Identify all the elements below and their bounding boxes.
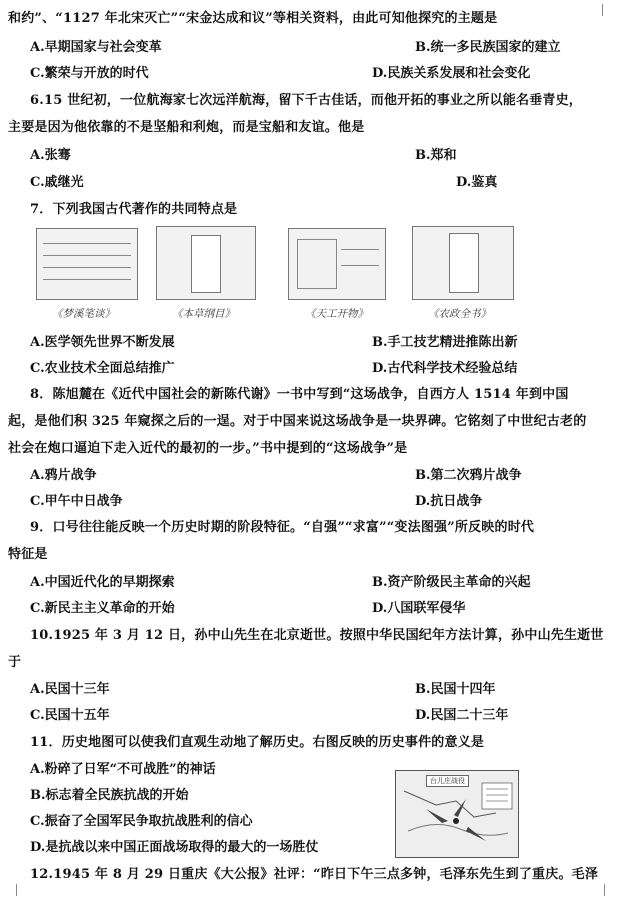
q6-option-c: C.戚继光 [30, 175, 84, 190]
caption-mengxi-bitan: 《梦溪笔谈》 [52, 308, 115, 320]
q10-option-d: D.民国二十三年 [415, 708, 509, 723]
book-image-nongzheng-quanshu [412, 226, 514, 300]
map-title: 台儿庄战役 [426, 775, 469, 787]
q7-option-d: D.古代科学技术经验总结 [372, 361, 518, 376]
q5-option-c: C.繁荣与开放的时代 [30, 66, 149, 81]
q9-option-a: A.中国近代化的早期探索 [30, 575, 175, 590]
caption-nongzheng-quanshu: 《农政全书》 [428, 308, 491, 320]
q12-stem-line1: 12.1945 年 8 月 29 日重庆《大公报》社评：“昨日下午三点多钟，毛泽东先生到了重庆。毛泽 [30, 867, 599, 882]
q7-option-c: C.农业技术全面总结推广 [30, 361, 175, 376]
q6-stem-line2: 主要是因为他依靠的不是坚船和利炮，而是宝船和友谊。他是 [8, 120, 365, 135]
q8-option-b: B.第二次鸦片战争 [415, 468, 522, 483]
corner-mark-bottom-right [604, 884, 617, 896]
q5-stem: 和约”、“1127 年北宋灭亡”“宋金达成和议”等相关资料，由此可知他探究的主题是 [8, 11, 498, 26]
q11-option-c: C.振奋了全国军民争取抗战胜利的信心 [30, 814, 253, 829]
caption-bencao-gangmu: 《本草纲目》 [172, 308, 235, 320]
historical-battle-map [395, 770, 519, 858]
q10-option-b: B.民国十四年 [415, 682, 496, 697]
book-image-bencao-gangmu [156, 226, 256, 300]
q6-option-d: D.鉴真 [456, 175, 498, 190]
q7-stem: 7．下列我国古代著作的共同特点是 [30, 202, 238, 217]
corner-mark-top-right [602, 4, 615, 16]
q8-option-a: A.鸦片战争 [30, 468, 97, 483]
q5-option-d: D.民族关系发展和社会变化 [372, 66, 531, 81]
q11-option-a: A.粉碎了日军“不可战胜”的神话 [30, 762, 216, 777]
q10-option-a: A.民国十三年 [30, 682, 110, 697]
q8-option-c: C.甲午中日战争 [30, 494, 123, 509]
q10-stem-line1: 10.1925 年 3 月 12 日，孙中山先生在北京逝世。按照中华民国纪年方法计算，孙中山先生逝世 [30, 628, 604, 643]
q11-option-b: B.标志着全民族抗战的开始 [30, 788, 189, 803]
q5-option-b: B.统一多民族国家的建立 [415, 40, 561, 55]
battle-map-drawing [396, 771, 518, 857]
book-image-mengxi-bitan [36, 228, 138, 300]
q9-option-d: D.八国联军侵华 [372, 601, 466, 616]
q5-option-a: A.早期国家与社会变革 [30, 40, 162, 55]
q8-stem-line1: 8．陈旭麓在《近代中国社会的新陈代谢》一书中写到“这场战争，自西方人 1514 年到中国 [30, 387, 569, 402]
q6-option-b: B.郑和 [415, 148, 457, 163]
q7-option-b: B.手工技艺精进推陈出新 [372, 335, 518, 350]
q11-stem: 11．历史地图可以使我们直观生动地了解历史。右图反映的历史事件的意义是 [30, 735, 485, 750]
q8-stem-line3: 社会在炮口逼迫下走入近代的最初的一步。”书中提到的“这场战争”是 [8, 441, 408, 456]
caption-tiangong-kaiwu: 《天工开物》 [305, 308, 368, 320]
q9-option-b: B.资产阶级民主革命的兴起 [372, 575, 531, 590]
q6-option-a: A.张骞 [30, 148, 71, 163]
q8-option-d: D.抗日战争 [415, 494, 483, 509]
q9-option-c: C.新民主主义革命的开始 [30, 601, 175, 616]
book-image-tiangong-kaiwu [288, 228, 386, 300]
q9-stem-line1: 9．口号往往能反映一个历史时期的阶段特征。“自强”“求富”“变法图强”所反映的时代 [30, 520, 535, 535]
q11-option-d: D.是抗战以来中国正面战场取得的最大的一场胜仗 [30, 840, 319, 855]
corner-mark-bottom-left [4, 884, 17, 896]
q8-stem-line2: 起，是他们积 325 年窥探之后的一逞。对于中国来说这场战争是一块界碑。它铭刻了中世纪古老的 [8, 414, 587, 429]
q6-stem-line1: 6.15 世纪初，一位航海家七次远洋航海，留下千古佳话，而他开拓的事业之所以能名垂青史， [30, 93, 582, 108]
q9-stem-line2: 特征是 [8, 547, 48, 562]
q10-option-c: C.民国十五年 [30, 708, 110, 723]
q7-option-a: A.医学领先世界不断发展 [30, 335, 175, 350]
q10-stem-line2: 于 [8, 655, 22, 670]
